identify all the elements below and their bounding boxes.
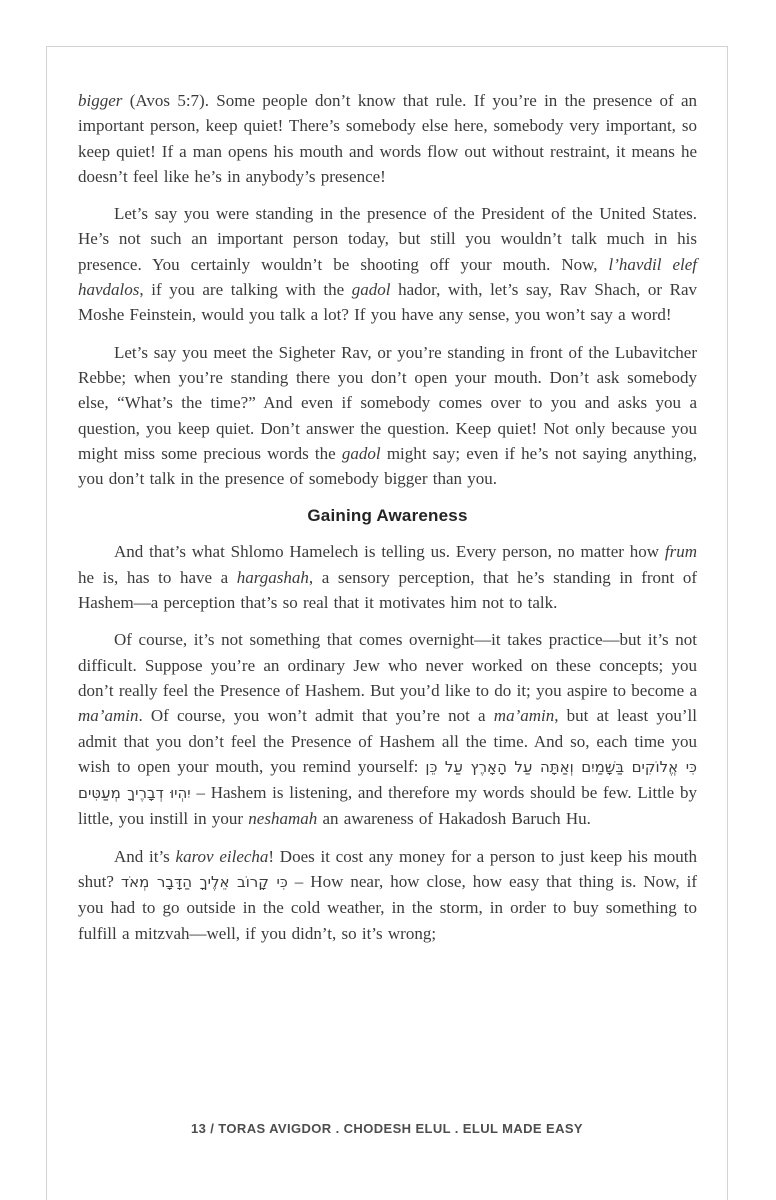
page-content bbox=[47, 47, 727, 946]
italic-text: gadol bbox=[341, 443, 381, 463]
body-text-run: might say; even if he’s not saying anything, you don’t talk in the presence of somebody bigger than you. bbox=[78, 443, 697, 489]
body-text-run: , if you are talking with the bbox=[139, 280, 352, 300]
italic-text: neshamah bbox=[248, 809, 318, 829]
body-text-run: hador, with, let’s say, Rav Shach, or Rav Moshe Feinstein, would you talk a lot? If you have any sense, you won’t say a word! bbox=[78, 280, 697, 325]
italic-text: bigger bbox=[78, 91, 123, 110]
page-border-frame bbox=[46, 46, 728, 1200]
paragraph bbox=[78, 88, 697, 189]
body-text-run: Of course, it’s not something that comes overnight—it takes practice—but it’s not difficult. Suppose you’re an ordinary Jew who never worked on these concepts; you don’t really feel the Presence of Hashem. But you’d like to do it; you aspire to become a bbox=[78, 630, 697, 700]
body-text bbox=[78, 88, 697, 946]
section-heading: Gaining Awareness bbox=[307, 506, 468, 526]
body-text-run: he is, has to have a bbox=[78, 567, 237, 587]
hebrew-text: כִּי קָרוֹב אֵלֶיךָ הַדָּבָר מְאֹד bbox=[120, 873, 288, 892]
paragraph bbox=[78, 627, 697, 831]
body-text-run: an awareness of Hakadosh Baruch Hu. bbox=[317, 809, 591, 829]
italic-text: gadol bbox=[351, 280, 391, 300]
body-text-run: , a sensory perception, that he’s standing in front of Hashem—a perception that’s so real that it motivates him not to talk. bbox=[78, 567, 698, 613]
paragraph bbox=[78, 340, 697, 492]
body-text-run: Let’s say you meet the Sigheter Rav, or you’re standing in front of the Lubavitcher Rebbe; when you’re standing there you don’t open your mouth. Don’t ask somebody else, “What’s the time?” And even if somebody comes over to you and asks you a question, you keep quiet. Don’t answer the question. Keep quiet! Not only because you might miss some precious words the bbox=[78, 342, 697, 463]
italic-text: frum bbox=[664, 542, 697, 562]
body-text-run: ! Does it cost any money for a person to just keep his mouth shut? bbox=[78, 846, 697, 892]
body-text-run: – How near, how close, how easy that thing is. Now, if you had to go outside in the cold weather, in the storm, in order to buy something to fulfill a mitzvah—well, if you didn’t, so it’s wrong; bbox=[78, 872, 697, 943]
paragraph bbox=[78, 844, 697, 946]
italic-text: l’havdil elef havdalos bbox=[78, 254, 697, 300]
body-text-run: . Of course, you won’t admit that you’re not a bbox=[138, 706, 494, 726]
body-text-run: , but at least you’ll admit that you don’t feel the Presence of Hashem all the time. And so, each time you wish to open your mouth, you remind yourself: bbox=[78, 706, 697, 776]
body-text-run: And it’s bbox=[114, 846, 176, 866]
italic-text: ma’amin bbox=[493, 706, 555, 726]
italic-text: ma’amin bbox=[78, 706, 139, 726]
footer-text: 13 / TORAS AVIGDOR . CHODESH ELUL . ELUL MADE EASY bbox=[191, 1121, 583, 1136]
paragraph bbox=[78, 201, 697, 327]
paragraph bbox=[78, 539, 697, 615]
hebrew-text: כִּי אֱלוֹקִים בַּשָּׁמַיִם וְאַתָּה עַל הָאָרֶץ עַל כֵּן יִהְיוּ דְבָרֶיךָ מְעַטִּים bbox=[78, 757, 697, 803]
italic-text: karov eilecha bbox=[175, 846, 269, 866]
body-text-run: – Hashem is listening, and therefore my words should be few. Little by little, you instill in your bbox=[78, 783, 697, 829]
page-footer bbox=[46, 1121, 728, 1136]
body-text-run: (Avos 5:7). Some people don’t know that rule. If you’re in the presence of an important person, keep quiet! There’s somebody else here, somebody very important, so keep quiet! If a man opens his mouth and words flow out without restraint, it means he doesn’t feel like he’s in anybody’s presence! bbox=[78, 91, 697, 186]
italic-text: hargashah bbox=[236, 567, 309, 587]
body-text-run: Let’s say you were standing in the presence of the President of the United States. He’s not such an important person today, but still you wouldn’t talk much in his presence. You certainly wouldn’t be shooting off your mouth. Now, bbox=[78, 204, 697, 274]
body-text-run: And that’s what Shlomo Hamelech is telling us. Every person, no matter how bbox=[114, 542, 665, 562]
